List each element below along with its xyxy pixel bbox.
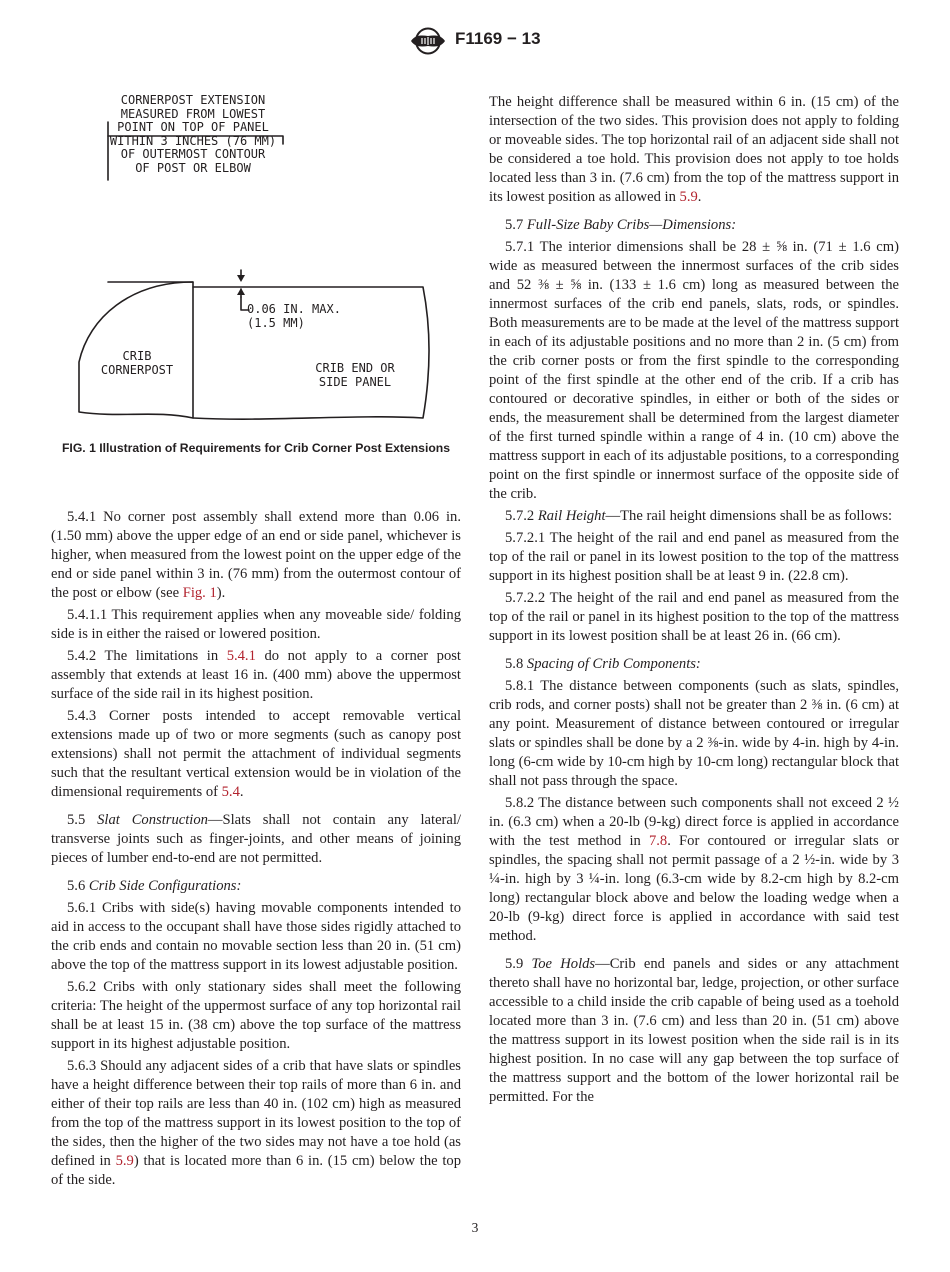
section-5-9: 5.9 Toe Holds—Crib end panels and sides or any attachment thereto shall have no horizontal bar, ledge, projection, or other surface accessible to a child inside the crib capable of being used as a toehold located more than 3 in. (7.6 cm) and less than 20 in. (51 cm) above the mattress support in its lowest position when the side rail is in its highest position. In no case will any gap between the top surface of the mattress support and the bottom of the lower horizontal rail be permitted. For the (489, 956, 900, 1105)
section-5-8-2: 5.8.2 The distance between such components shall not exceed 2 ½ in. (6.3 cm) when a 20-lb (9-kg) direct force is applied in accordance with the test method in 7.8. For contoured or irregular slats or spindles, the spacing shall not permit passage of a 2 ½-in. wide by 3 ¼-in. high by 3 ¼-in. long (6.3-cm wide by 8.2-cm high by 8.2-cm long) rectangular block above and below the loading wedge when a 20-lb (9-kg) direct force is applied in accordance with said test method. (489, 795, 899, 944)
arrow-up-icon (237, 288, 245, 295)
section-5-9-link[interactable]: 5.9 (115, 1153, 134, 1169)
section-5-5: 5.5 Slat Construction—Slats shall not contain any lateral/ transverse joints such as finger-joints, and other means of joining pieces of lumber end-to-end are not permitted. (51, 812, 462, 866)
section-5-4-1-1: 5.4.1.1 This requirement applies when any moveable side/ folding side is in either the raised or lowered position. (51, 607, 461, 642)
panel-label: CRIB END OR SIDE PANEL (315, 361, 395, 389)
max-callout-text: 0.06 IN. MAX. (1.5 MM) (247, 302, 341, 330)
section-5-4-2: 5.4.2 The limitations in 5.4.1 do not apply to a corner post assembly that extends at least 16 in. (400 mm) above the uppermost surface of the side rail in its highest position. (51, 648, 461, 702)
section-5-6-3-continued: The height difference shall be measured within 6 in. (15 cm) of the intersection of the two sides. This provision does not apply to folding or moveable sides. The top horizontal rail of an adjacent side shall not be considered a toe hold. This provision does not apply to toe holds located less than 3 in. (7.6 cm) from the top of the mattress support in its lowest position as allowed in 5.9. (489, 94, 899, 205)
left-column (51, 508, 461, 1193)
section-7-8-link[interactable]: 7.8 (648, 833, 668, 849)
fig-1-link[interactable]: Fig. 1 (182, 585, 217, 601)
section-5-4-link[interactable]: 5.4 (221, 784, 240, 800)
section-5-7-2-1: 5.7.2.1 The height of the rail and end panel as measured from the top of the rail or panel in its lowest position to the top of the mattress support in its highest position shall be at least 9 in. (22.8 cm). (489, 530, 899, 584)
page-header (0, 26, 950, 56)
section-5-4-1-link[interactable]: 5.4.1 (226, 648, 256, 664)
standard-designation: F1169 − 13 (455, 29, 541, 48)
cornerpost-label: CRIB CORNERPOST (100, 349, 174, 377)
figure-1 (51, 92, 461, 432)
section-5-8-1: 5.8.1 The distance between components (such as slats, spindles, crib rods, and corner posts) shall not be greater than 2 ⅜ in. (6 cm) at any point. Measurement of distance between contoured or irregular slats or spindles shall be done by a 2 ⅜-in. wide by 4-in. high by 4-in. long (6-cm wide by 10-cm high by 10-cm long) rectangular block that shall not pass through the space. (489, 678, 899, 789)
arrow-down-icon (237, 275, 245, 282)
section-5-6: 5.6 Crib Side Configurations: (67, 878, 242, 894)
section-5-7-2: 5.7.2 Rail Height—The rail height dimensions shall be as follows: (505, 508, 893, 524)
figure-caption: FIG. 1 Illustration of Requirements for Crib Corner Post Extensions (61, 441, 451, 455)
section-5-6-2: 5.6.2 Cribs with only stationary sides shall meet the following criteria: The height of the uppermost surface of any top horizontal rail shall be at least 15 in. (38 cm) above the top surface of the mattress support in its highest adjustable position. (51, 979, 461, 1052)
section-5-4-3: 5.4.3 Corner posts intended to accept removable vertical extensions made up of two or more segments (such as canopy post extensions) shall not permit the attachment of individual segments such that the resultant vertical extension would be in violation of the dimensional requirements of 5.4. (51, 708, 461, 800)
section-5-8: 5.8 Spacing of Crib Components: (505, 656, 701, 672)
section-5-9-link[interactable]: 5.9 (679, 189, 698, 205)
section-5-6-3: 5.6.3 Should any adjacent sides of a crib that have slats or spindles have a height difference between their top rails of more than 6 in. and either of their top rails are less than 40 in. (102 cm) high as measured from the top of the mattress support in its lowest position to the top of the sides, then the higher of the two sides may not have a toe hold (as defined in 5.9) that is located more than 6 in. (15 cm) below the top of the side. (51, 1058, 461, 1188)
right-column (489, 93, 899, 1110)
section-5-6-1: 5.6.1 Cribs with side(s) having movable components intended to aid in access to the occupant shall have those sides rigidly attached to the crib ends and contain no movable section less than 20 in. (51 cm) above the top of the mattress support in its lowest adjustable position. (51, 900, 461, 973)
page-number: 3 (471, 1220, 479, 1235)
section-5-7-2-2: 5.7.2.2 The height of the rail and end panel as measured from the top of the rail or panel in its highest position to the top of the mattress support in its lowest position shall be at least 26 in. (66 cm). (489, 590, 899, 644)
extension-callout-text: CORNERPOST EXTENSION MEASURED FROM LOWEST POINT ON TOP OF PANEL WITHIN 3 INCHES (76 MM) OF OUTERMOST CONTOUR OF POST OR ELBOW (109, 93, 277, 175)
section-5-7: 5.7 Full-Size Baby Cribs—Dimensions: (505, 217, 737, 233)
astm-logo-icon (407, 26, 449, 56)
section-5-7-1: 5.7.1 The interior dimensions shall be 28 ± ⅝ in. (71 ± 1.6 cm) wide as measured between the innermost surfaces of the crib sides and 52 ⅜ ± ⅝ in. (133 ± 1.6 cm) long as measured between the innermost surfaces of the crib end panels, slats, rods, or spindles. Both measurements are to be made at the level of the mattress support in each of its adjustable positions and no more than 2 in. (5 cm) from the crib corner posts or from the first spindle to the corresponding point of the first spindle at the other end of the crib. If a crib has contoured or decorative spindles, in either or both of the sides or ends, the measurement shall be determined from the largest diameter of the first turned spindle within a range of 4 in. (10 cm) above the mattress support in each of its adjustable positions, to a corresponding point on the first spindle or innermost surface of the opposite side of the crib. (489, 239, 899, 502)
section-5-4-1: 5.4.1 No corner post assembly shall extend more than 0.06 in. (1.50 mm) above the upper edge of an end or side panel, whichever is higher, when measured from the lowest point on the upper edge of the end or side panel within 3 in. (76 mm) from the outermost contour of the post or elbow (see Fig. 1). (51, 509, 461, 601)
